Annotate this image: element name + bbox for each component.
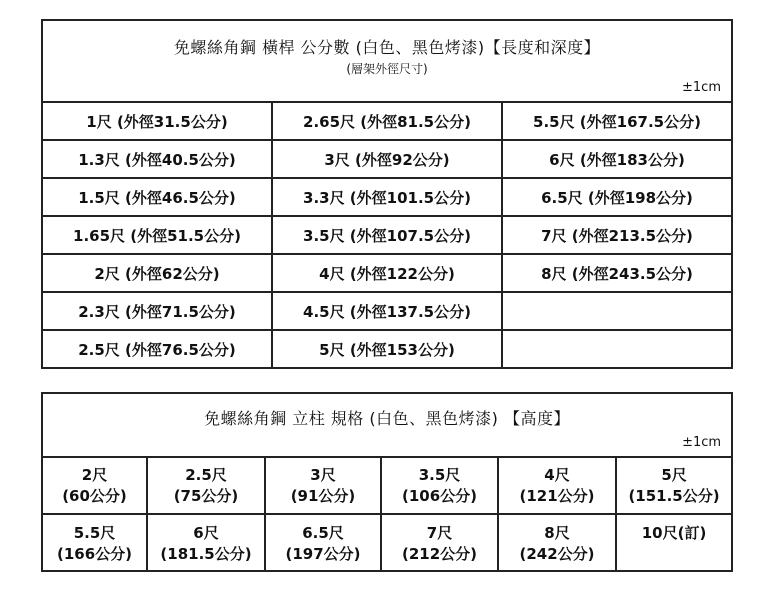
table-row	[42, 330, 732, 368]
table-cell-empty	[502, 330, 732, 368]
post-size: 10尺(訂)	[641, 524, 707, 542]
table-cell: 4.5尺 (外徑137.5公分)	[272, 292, 502, 330]
table-row	[42, 457, 732, 514]
table-row	[42, 292, 732, 330]
table-cell: 1.5尺 (外徑46.5公分)	[42, 178, 272, 216]
post-size: 6.5尺	[302, 524, 344, 542]
table-cell	[147, 457, 265, 514]
table-cell: 2.65尺 (外徑81.5公分)	[272, 102, 502, 140]
table-cell: 5.5尺 (外徑167.5公分)	[502, 102, 732, 140]
post-cm: (121公分)	[519, 486, 595, 505]
post-cm: (75公分)	[173, 486, 239, 505]
table-cell	[381, 514, 498, 571]
table-cell	[498, 457, 616, 514]
table-cell: 8尺 (外徑243.5公分)	[502, 254, 732, 292]
table-row	[42, 140, 732, 178]
post-size: 6尺	[193, 524, 219, 542]
table-cell: 3尺 (外徑92公分)	[272, 140, 502, 178]
post-cm: (242公分)	[519, 545, 595, 563]
crossbar-table-header	[42, 20, 732, 102]
table-cell: 1尺 (外徑31.5公分)	[42, 102, 272, 140]
table-cell	[147, 514, 265, 571]
post-size: 5.5尺	[73, 524, 116, 542]
table-cell-empty	[502, 292, 732, 330]
table-cell	[42, 514, 147, 571]
table-cell: 5尺 (外徑153公分)	[272, 330, 502, 368]
post-size: 2尺	[81, 465, 108, 484]
table-cell	[265, 514, 381, 571]
table-row	[42, 178, 732, 216]
table-cell	[265, 457, 381, 514]
table-row	[42, 102, 732, 140]
crossbar-tolerance: ±1cm	[682, 80, 721, 95]
post-cm: (181.5公分)	[160, 545, 252, 563]
post-height-table	[41, 392, 733, 572]
table-cell: 4尺 (外徑122公分)	[272, 254, 502, 292]
table-cell: 2.5尺 (外徑76.5公分)	[42, 330, 272, 368]
post-size: 2.5尺	[185, 465, 227, 484]
table-cell: 2尺 (外徑62公分)	[42, 254, 272, 292]
post-cm: (91公分)	[290, 486, 356, 505]
crossbar-size-table	[41, 19, 733, 369]
table-cell	[381, 457, 498, 514]
table-cell: 6尺 (外徑183公分)	[502, 140, 732, 178]
table-cell: 1.3尺 (外徑40.5公分)	[42, 140, 272, 178]
table-cell	[42, 457, 147, 514]
table-cell: 2.3尺 (外徑71.5公分)	[42, 292, 272, 330]
table-cell: 6.5尺 (外徑198公分)	[502, 178, 732, 216]
table-row	[42, 216, 732, 254]
post-size: 5尺	[661, 465, 687, 484]
post-size: 7尺	[426, 524, 453, 542]
table-cell	[616, 457, 732, 514]
post-tolerance: ±1cm	[682, 435, 722, 450]
post-size: 3.5尺	[418, 465, 461, 484]
table-cell: 3.3尺 (外徑101.5公分)	[272, 178, 502, 216]
table-row	[42, 254, 732, 292]
table-cell: 3.5尺 (外徑107.5公分)	[272, 216, 502, 254]
post-cm: (212公分)	[401, 545, 478, 563]
post-table-title: 免螺絲角鋼 立柱 規格 (白色、黑色烤漆) 【高度】	[204, 409, 570, 428]
post-size: 3尺	[310, 465, 336, 484]
post-cm: (151.5公分)	[628, 486, 720, 505]
crossbar-table-title: 免螺絲角鋼 橫桿 公分數 (白色、黑色烤漆)【長度和深度】	[173, 38, 601, 57]
post-cm: (60公分)	[62, 486, 127, 505]
post-size: 4尺	[544, 465, 570, 484]
table-cell	[616, 514, 732, 571]
post-cm: (166公分)	[56, 545, 133, 563]
crossbar-table-subtitle: (層架外徑尺寸)	[346, 62, 428, 76]
table-row	[42, 514, 732, 571]
table-cell: 7尺 (外徑213.5公分)	[502, 216, 732, 254]
post-table-header	[42, 393, 732, 457]
post-cm: (197公分)	[285, 545, 361, 563]
post-cm: (106公分)	[401, 486, 478, 505]
table-cell: 1.65尺 (外徑51.5公分)	[42, 216, 272, 254]
table-cell	[498, 514, 616, 571]
post-size: 8尺	[544, 524, 570, 542]
